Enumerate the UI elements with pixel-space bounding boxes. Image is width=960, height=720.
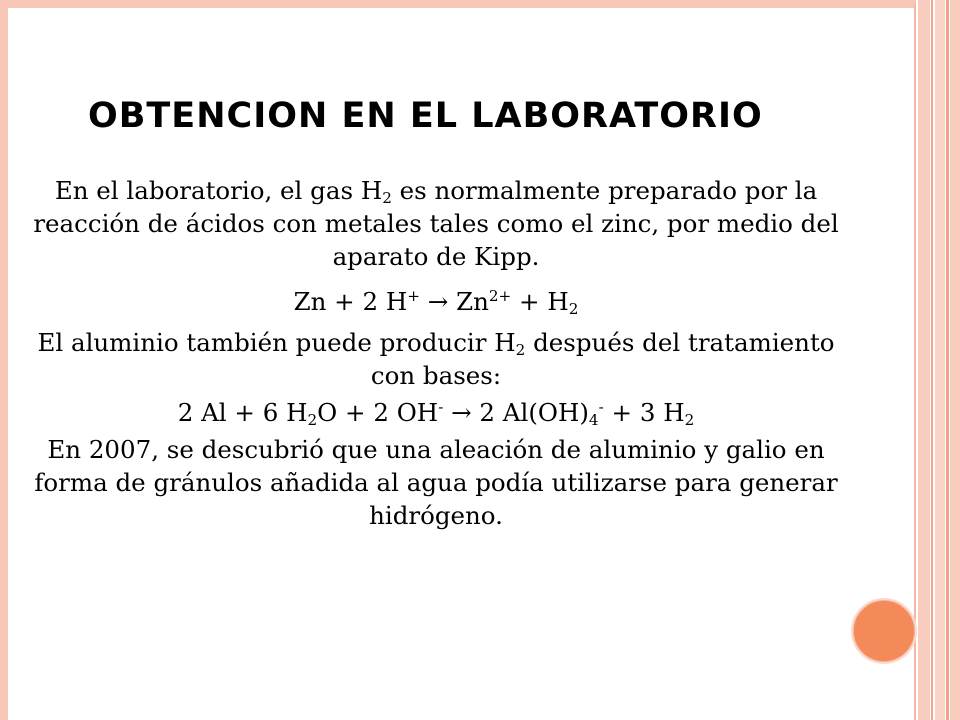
text: + H <box>511 287 569 316</box>
decorative-stripe <box>935 0 945 720</box>
superscript: 2+ <box>488 287 512 305</box>
paragraph-kipp <box>30 174 842 273</box>
text: 2 Al + 6 H <box>177 398 308 427</box>
superscript: + <box>407 287 420 305</box>
text: → 2 Al(OH) <box>443 398 589 427</box>
decorative-stripe <box>918 0 930 720</box>
text: O + 2 OH <box>317 398 439 427</box>
decorative-stripe <box>931 0 933 720</box>
subscript: 4 <box>588 411 599 429</box>
decorative-stripe <box>946 0 949 720</box>
accent-dot <box>853 600 915 662</box>
text: El aluminio también puede producir H <box>37 328 516 357</box>
paragraph-aluminium <box>30 326 842 392</box>
decorative-stripe <box>950 0 960 720</box>
subscript: 2 <box>307 411 318 429</box>
text: después del tratamiento con bases: <box>370 328 835 390</box>
superscript: - <box>438 398 444 416</box>
slide-title: OBTENCION EN EL LABORATORIO <box>88 96 763 136</box>
text: En el laboratorio, el gas H <box>54 176 383 205</box>
equation-zinc <box>30 285 842 318</box>
superscript: - <box>598 398 604 416</box>
equation-aluminium <box>30 396 842 429</box>
subscript: 2 <box>515 341 526 359</box>
text: Zn + 2 H <box>293 287 408 316</box>
subscript: 2 <box>568 300 579 318</box>
text: + 3 H <box>603 398 685 427</box>
slide-body <box>30 174 842 532</box>
paragraph-2007: En 2007, se descubrió que una aleación de aluminio y galio en forma de gránulos añadida al agua podía utilizarse para generar hidrógeno. <box>34 435 838 530</box>
text: → Zn <box>419 287 489 316</box>
text: es normalmente preparado por la reacción de ácidos con metales tales como el zinc, por medio del aparato de Kipp. <box>33 176 839 271</box>
subscript: 2 <box>684 411 695 429</box>
subscript: 2 <box>382 189 392 207</box>
